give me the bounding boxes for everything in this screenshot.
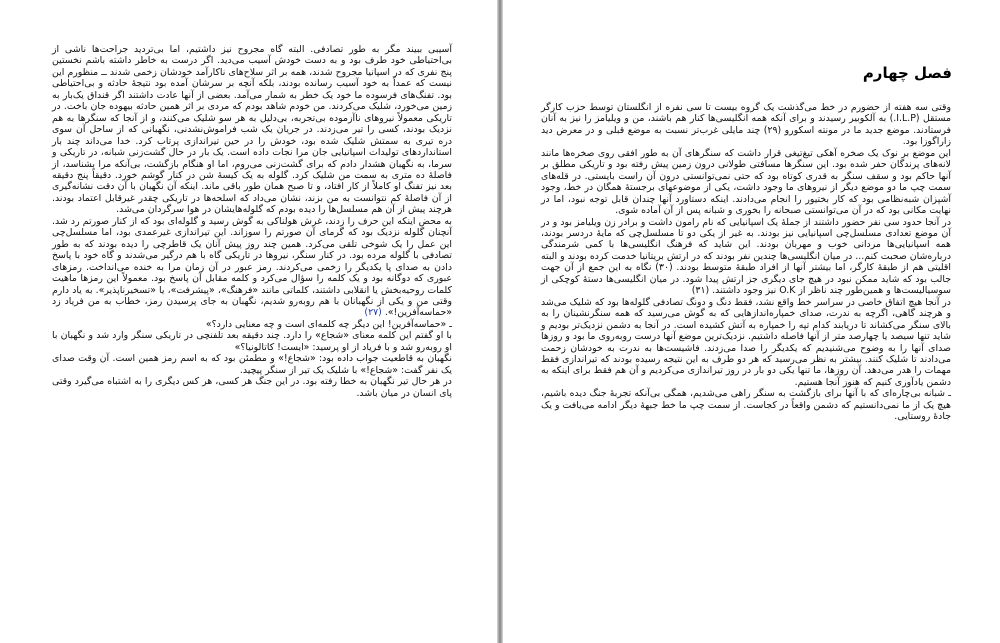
right-paragraph-1: وقتی سه هفته از حضورم در خط می‌گذشت یک گروه بیست تا سی نفره از انگلستان توسط حزب کارگر مستقل (I.L.P.) به آلکوبیر رسیدند و برای آنکه همه انگلیسی‌ها کنار هم باشند، من و ویلیامز را نیز به آنان فرستادند. موضع جدید ما در مونته اسکورو (۲۹) چند مایلی غرب‌تر نسبت به موضع قبلی و در معرض دید زاراگوزا بود. xyxy=(541,102,951,148)
left-page-text xyxy=(52,44,452,399)
right-paragraph-3: در آنجا حدود سی نفر حضور داشتند از جملهٔ یک اسپانیایی که نام رامون داشت و برادر زن ویلیامز بود و در آن موضع تعدادی مسلسل‌چی اسپانیایی نیز بودند. به غیر از یکی دو تا مسلسل‌چی که مایهٔ دردسر بودند، همه اسپانیایی‌ها مردانی خوب و مهربان بودند. این شاید که فرهنگ انگلیسی‌ها با کمی شرمندگی درباره‌شان صحبت کنم... در میان انگلیسی‌ها چندین نفر بودند که در ارتش بریتانیا خدمت کرده بودند و البته اقلیتی هم از طبقهٔ کارگر، اما بیشتر آنها از افراد طبقهٔ متوسط بودند. (۳۰) نگاه به این جمع از آن جهت جالب بود که شاید ممکن نبود در هیچ جای دیگری جز ارتش پیدا شود. در میان انگلیسی‌ها دستهٔ کوچکی از سوسیالیست‌ها و همین‌طور چند ناظر از O.K نیز وجود داشتند. (۳۱) xyxy=(541,216,951,297)
right-page xyxy=(503,0,1000,643)
left-paragraph-3: ـ «حماسه‌آفرین! این دیگر چه کلمه‌ای است و چه معنایی دارد؟» xyxy=(205,318,452,330)
left-page xyxy=(0,0,497,643)
right-page-text xyxy=(541,102,951,423)
right-paragraph-4: در آنجا هیچ اتفاق خاصی در سراسر خط واقع نشد، فقط دنگ و دونگ تصادفی گلوله‌ها بود که شلیک می‌شد و هرچند گاهی، اگرچه به ندرت، صدای خمپاره‌اندازهایی که به گوش می‌رسید که همه سنگرنشینان را به بالای سنگر می‌کشاند تا دریابند کدام تپه را خمپاره به آتش کشیده است. در آنجا به دشمن نزدیک‌تر بودیم و شاید تنها سیصد یا چهارصد متر از آنها فاصله داشتیم. نزدیک‌ترین موضع آنها درست روبه‌روی ما بود و روزها صدای آنها را به وضوح می‌شنیدیم که یکدیگر را صدا می‌زدند. فاشیست‌ها به ندرت به خودشان زحمت می‌دادند تا شلیک کنند. بیشتر به نظر می‌رسید که هر دو طرف به این نتیجه رسیده بودند که تیراندازی فقط مهمات را هدر می‌دهد. آن روزها، ما تنها یکی دو بار در روز تیراندازی می‌کردیم و آن هم فقط برای اینکه به دشمن یادآوری کنیم که هنوز آنجا هستیم. xyxy=(541,296,951,388)
right-paragraph-2: این موضع بر نوک یک صخره آهکی تیغ‌تیغی قرار داشت که سنگرهای آن به طور افقی روی صخره‌ها مانند لانه‌های پرندگان حفر شده بود. این سنگرها مسافتی طولانی درون زمین پیش رفته بود و تاریکی مطلق بر آنها حاکم بود و سقف سنگر به قدری کوتاه بود که حتی نمی‌توانستی درون آن راست بایستی. در قله‌های سمت چپ ما دو موضع دیگر از نیروهای ما وجود داشت، یکی از موضوعهای برجستهٔ همگان در خط، وجود آشپزان شبه‌نظامی بود که کار بختیور را انجام می‌دادند. اینکه دستاورد آنها چندان قابل توجه نبود، اما در نهایت مکانی بود که در آن می‌توانستی صبحانه را بخوری و شبانه پس از آن آماده شوی. xyxy=(541,147,951,217)
right-paragraph-5: ـ شبانه بی‌چاره‌ای که با آنها برای بازگشت به سنگر راهی می‌شدیم، همگی بی‌آنکه تجربهٔ جنگ دیده باشیم، هیچ یک از ما نمی‌دانستیم که دشمن واقعاً در کجاست. از سمت چپ ما خط جبههٔ دیگر ادامه می‌یافت و یک جادهٔ روستایی. xyxy=(541,388,951,423)
left-paragraph-4: با او گفتم این کلمه معنای «شجاع» را دارد. چند دقیقه بعد تلفنچی در تاریکی سنگر وارد شد و نگهبان با او روبه‌رو شد و با فریاد از او پرسید: «ایست! کاتالونیا؟» xyxy=(52,330,452,353)
footnote-ref[interactable]: (۲۷) xyxy=(364,307,382,319)
left-paragraph-2 xyxy=(52,216,452,319)
left-paragraph-5: نگهبان به قاطعیت جواب داده بود: «شجاع!» و مطمئن بود که به اسم رمز همین است. آن وقت صدای یک نفر گفت: «شجاع!» با شلیک یک تیر از سنگر پیچید. xyxy=(52,353,452,376)
left-paragraph-2-text: به محض اینکه این حرف را زدند، غرش هولناکی به گوش رسید و گلوله‌ای بود که از کنار صورتم رد شد. آنچنان گلوله نزدیک بود که گرمای آن صورتم را سوزاند. این تیراندازی غیرعمدی بود، اما مسلسل‌چی این عمل را یک شوخی تلقی می‌کرد. همین چند روز پیش آنان یک قاطرچی را دیده بودند که به طور تصادفی با گلوله مرده بود. در کنار سنگر، نیروها در تاریکی گاه با هم درگیر می‌شدند و گاه خود با پاسخ دادن به صدای پا یکدیگر را زخمی می‌کردند. رمز عبور در آن زمان مرا به خنده می‌انداخت. رمزهای عبوری که دوگانه بود و یک کلمه را سؤال می‌کرد و کلمه مقابل آن پاسخ بود. معمولاً این رمزها ماهیت کلمات روحیه‌بخش یا انقلابی داشتند، کلماتی مانند «فرهنگ»، «پیشرفت»، یا «تسخیرناپذیر». به یاد دارم وقتی من و یکی از نگهبانان با هم روبه‌رو شدیم، نگهبان به جای پرسیدن رمز، خطاب به من فریاد زد «حماسه‌آفرین!». xyxy=(52,215,452,319)
left-paragraph-1: آسیبی ببیند مگر به طور تصادفی. البته گاه مجروح نیز داشتیم، اما بی‌تردید جراحت‌ها ناشی از بی‌احتیاطی خود طرف بود و به دست خودش آسیب می‌دید. اگر درست به خاطر داشته باشم نخستین پنج نفری که در اسپانیا مجروح شدند، همه بر اثر سلاح‌های ناکارآمد خودشان زخمی شدند ــ منظورم این نیست که عمداً به خود آسیب رسانده بودند، بلکه آنچه بر سرشان آمده بود نتیجهٔ حادثه و بی‌احتیاطی بود. تفنگ‌های فرسوده ما خود یک خطر به شمار می‌آمد. بعضی از آنها عادت داشتند اگر قنداق یک‌بار به زمین می‌خورد، شلیک می‌کردند. من خودم شاهد بودم که مردی بر اثر همین حادثه بیهوده جان باخت. در تاریکی معمولاً نیروهای ناآزموده بی‌تجربه، بی‌دلیل به هر سو شلیک می‌کنند، و از آنجا که سنگرها به هم نزدیک بودند، کسی را تیر می‌زدند. در جریان یک شب فراموش‌نشدنی، نگهبانی که از ساحل آن سوی دره تیری به سمتش شلیک شده بود، خودش را در حین تیراندازی پرتاب کرد. خدا می‌داند چند بار استانداردهای تولیدات اسپانیایی جان مرا نجات داده است. یک بار در حال گشت‌زنی شبانه، در تاریکی و سرما، به نگهبان هشدار دادم که برای گشت‌زنی می‌روم، اما او هنگام بازگشت، بی‌آنکه مرا بشناسد، از فاصلهٔ ده متری به سمت من شلیک کرد. گلوله به یک کیسهٔ شن در کنار گوشم خورد. دقیقاً پنج دقیقه بعد نیز تفنگ او کاملاً از کار افتاد، و تا صبح همان طور باقی ماند. اینکه آن نگهبان با آن دقت نشانه‌گیری از آن فاصلهٔ کم نتوانست به من بزند، نشان می‌داد که اسلحه‌ها در تاریکی چقدر غیرقابل اعتماد بودند. هرچند پیش از آن هم مسلسل‌ها را دیده بودم که گلوله‌هایشان در هوا سرگردان می‌شد. xyxy=(52,44,452,216)
left-paragraph-6: در هر حال تیر نگهبان به خطا رفته بود. در این جنگ هر کسی، هر کس دیگری را به اشتباه می‌گیرد وقتی پای انسان در میان باشد. xyxy=(52,376,452,399)
chapter-title: فصل چهارم xyxy=(862,64,952,82)
